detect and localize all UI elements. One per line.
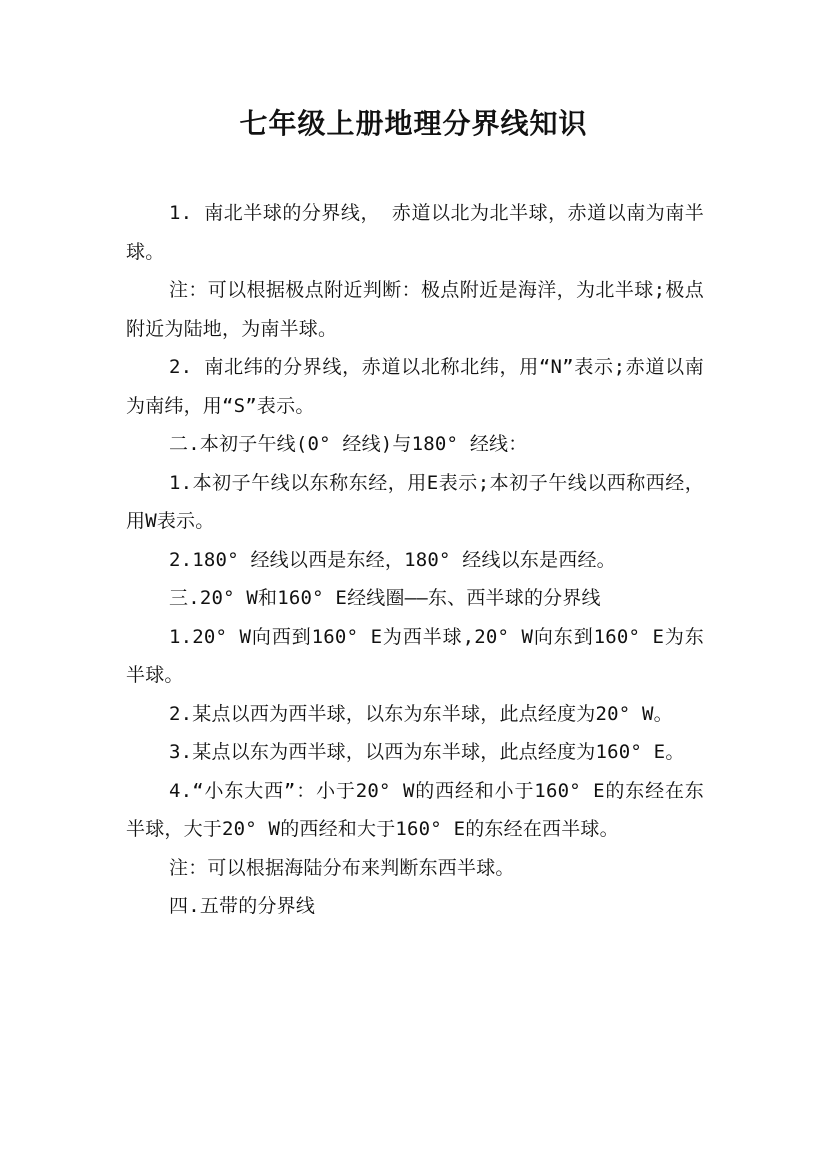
paragraph-12: 注：可以根据海陆分布来判断东西半球。 (169, 856, 515, 879)
paragraph-4: 二.本初子午线(0° 经线)与180° 经线： (169, 433, 528, 455)
document-title: 七年级上册地理分界线知识 (239, 107, 588, 140)
paragraph-13: 四.五带的分界线 (169, 895, 316, 917)
paragraph-7: 三.20° W和160° E经线圈——东、西半球的分界线 (169, 587, 601, 609)
paragraph-6: 2.180° 经线以西是东经，180° 经线以东是西经。 (169, 548, 616, 571)
paragraph-5: 1.本初子午线以东称东经，用E表示;本初子午线以西称西经，用W表示。 (126, 471, 704, 532)
paragraph-9: 2.某点以西为西半球，以东为东半球，此点经度为20° W。 (169, 702, 673, 725)
paragraph-10: 3.某点以东为西半球，以西为东半球，此点经度为160° E。 (169, 741, 685, 763)
paragraph-1: 1. 南北半球的分界线， 赤道以北为北半球，赤道以南为南半球。 (126, 202, 704, 263)
paragraph-3: 2. 南北纬的分界线，赤道以北称北纬，用“N”表示;赤道以南为南纬，用“S”表示。 (126, 356, 704, 417)
paragraph-2: 注：可以根据极点附近判断：极点附近是海洋，为北半球;极点附近为陆地，为南半球。 (126, 279, 704, 340)
paragraph-11: 4.“小东大西”：小于20° W的西经和小于160° E的东经在东半球，大于20° W的西经和大于160° E的东经在西半球。 (126, 779, 704, 840)
paragraph-8: 1.20° W向西到160° E为西半球,20° W向东到160° E为东半球。 (126, 625, 704, 686)
document-body (126, 194, 704, 926)
